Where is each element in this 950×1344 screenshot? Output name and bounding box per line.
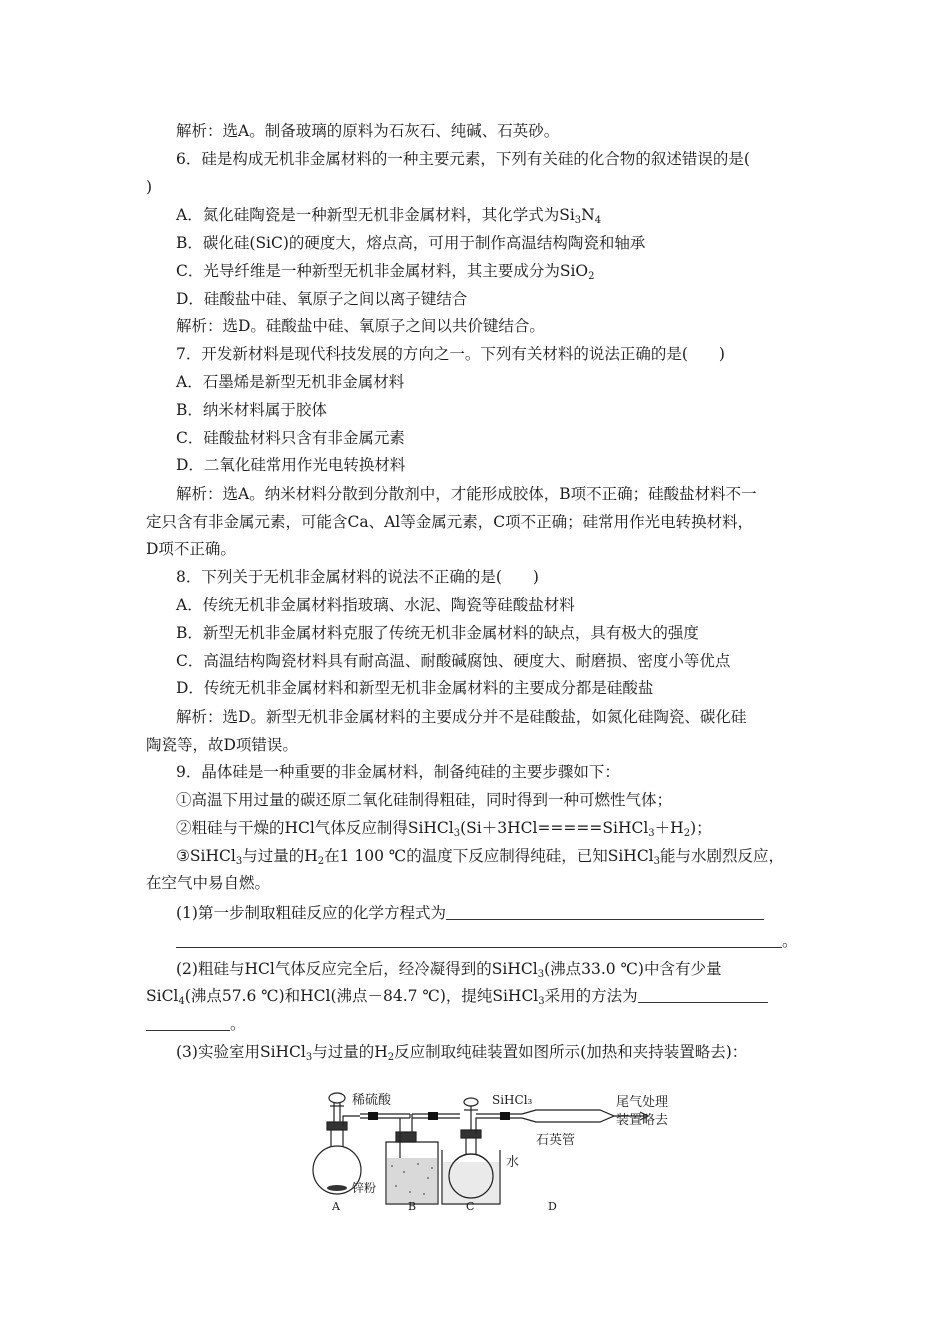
apparatus-diagram	[300, 1092, 700, 1212]
answer-7-line-3: D项不正确。	[146, 540, 236, 558]
question-7-stem: 7．开发新材料是现代科技发展的方向之一。下列有关材料的说法正确的是( )	[176, 345, 725, 363]
question-8-option-b: B．新型无机非金属材料克服了传统无机非金属材料的缺点，具有极大的强度	[176, 624, 699, 642]
label-water: 水	[506, 1155, 520, 1170]
label-dilute-sulfuric-acid: 稀硫酸	[352, 1093, 392, 1108]
question-9-part-2-end: 。	[146, 1014, 246, 1034]
apparatus-figure	[300, 1092, 700, 1212]
question-7-option-b: B．纳米材料属于胶体	[176, 401, 327, 419]
label-sihcl3: SiHCl₃	[492, 1093, 533, 1107]
question-6-option-d: D．硅酸盐中硅、氧原子之间以离子键结合	[176, 290, 468, 308]
question-7-option-d: D．二氧化硅常用作光电转换材料	[176, 456, 406, 474]
question-8-option-c: C．高温结构陶瓷材料具有耐高温、耐酸碱腐蚀、硬度大、耐磨损、密度小等优点	[176, 652, 731, 670]
question-6-option-a: A．氮化硅陶瓷是一种新型无机非金属材料，其化学式为$Si_3N_4$	[176, 206, 602, 226]
question-9-step-1: ①高温下用过量的碳还原二氧化硅制得粗硅，同时得到一种可燃性气体；	[176, 791, 673, 809]
answer-blank[interactable]	[638, 986, 768, 1003]
question-8-option-a: A．传统无机非金属材料指玻璃、水泥、陶瓷等硅酸盐材料	[176, 596, 575, 614]
answer-7-line-1: 解析：选A。纳米材料分散到分散剂中，才能形成胶体，B项不正确；硅酸盐材料不一	[176, 485, 757, 503]
question-8-stem: 8．下列关于无机非金属材料的说法不正确的是( )	[176, 568, 539, 586]
label-zinc-powder: 锌粉	[352, 1181, 377, 1195]
answer-7-line-2: 定只含有非金属元素，可能含Ca、Al等金属元素，C项不正确；硅常用作光电转换材料，	[146, 513, 754, 531]
question-9-part-2: (2)粗硅与HCl气体反应完全后，经冷凝得到的SiHCl$_3$(沸点33.0 ℃)中含有少量	[176, 960, 722, 980]
question-6-stem-cont: )	[146, 178, 153, 196]
question-9-part-2-cont: SiCl$_4$(沸点57.6 ℃)和HCl(沸点－84.7 ℃)，提纯SiHCl$_3$采用的方法为	[146, 986, 768, 1006]
question-7-option-c: C．硅酸盐材料只含有非金属元素	[176, 429, 405, 447]
question-6-option-c: C．光导纤维是一种新型无机非金属材料，其主要成分为SiO$_2$	[176, 262, 595, 282]
question-9-stem: 9．晶体硅是一种重要的非金属材料，制备纯硅的主要步骤如下：	[176, 763, 620, 781]
answer-blank[interactable]	[446, 903, 764, 920]
label-tail-gas-2: 装置略去	[616, 1113, 669, 1128]
question-9-step-3: ③SiHCl$_3$与过量的$H_2$在1 100 ℃的温度下反应制得纯硅，已知SiHCl$_3$能与水剧烈反应，	[176, 847, 785, 867]
answer-8-line-2: 陶瓷等，故D项错误。	[146, 736, 298, 754]
label-tail-gas-1: 尾气处理	[616, 1095, 669, 1110]
label-b: B	[408, 1200, 417, 1212]
question-9-part-3: (3)实验室用SiHCl$_3$与过量的$H_2$反应制取纯硅装置如图所示(加热和夹持装置略去)：	[176, 1043, 748, 1063]
label-a: A	[332, 1200, 340, 1212]
question-9-part-1: (1)第一步制取粗硅反应的化学方程式为	[176, 903, 764, 923]
label-c: C	[466, 1200, 475, 1212]
answer-blank[interactable]	[176, 931, 782, 948]
answer-blank[interactable]	[146, 1014, 230, 1031]
question-9-step-3-cont: 在空气中易自燃。	[146, 874, 271, 892]
question-6-option-b: B．碳化硅(SiC)的硬度大，熔点高，可用于制作高温结构陶瓷和轴承	[176, 234, 646, 252]
answer-8-line-1: 解析：选D。新型无机非金属材料的主要成分并不是硅酸盐，如氮化硅陶瓷、碳化硅	[176, 708, 747, 726]
question-9-part-1-cont: 。	[176, 931, 798, 951]
answer-6: 解析：选D。硅酸盐中硅、氧原子之间以共价键结合。	[176, 317, 545, 335]
label-quartz-tube: 石英管	[536, 1133, 576, 1148]
quartz-tube	[522, 1110, 614, 1122]
answer-5: 解析：选A。制备玻璃的原料为石灰石、纯碱、石英砂。	[176, 122, 560, 140]
question-7-option-a: A．石墨烯是新型无机非金属材料	[176, 373, 405, 391]
question-9-step-2: ②粗硅与干燥的HCl气体反应制得$SiHCl_3(Si+3HCl=====SiHCl_3+H_2)$；	[176, 819, 712, 839]
question-8-option-d: D．传统无机非金属材料和新型无机非金属材料的主要成分都是硅酸盐	[176, 679, 654, 697]
question-6-stem: 6．硅是构成无机非金属材料的一种主要元素，下列有关硅的化合物的叙述错误的是(	[176, 150, 750, 168]
label-d: D	[548, 1200, 557, 1212]
